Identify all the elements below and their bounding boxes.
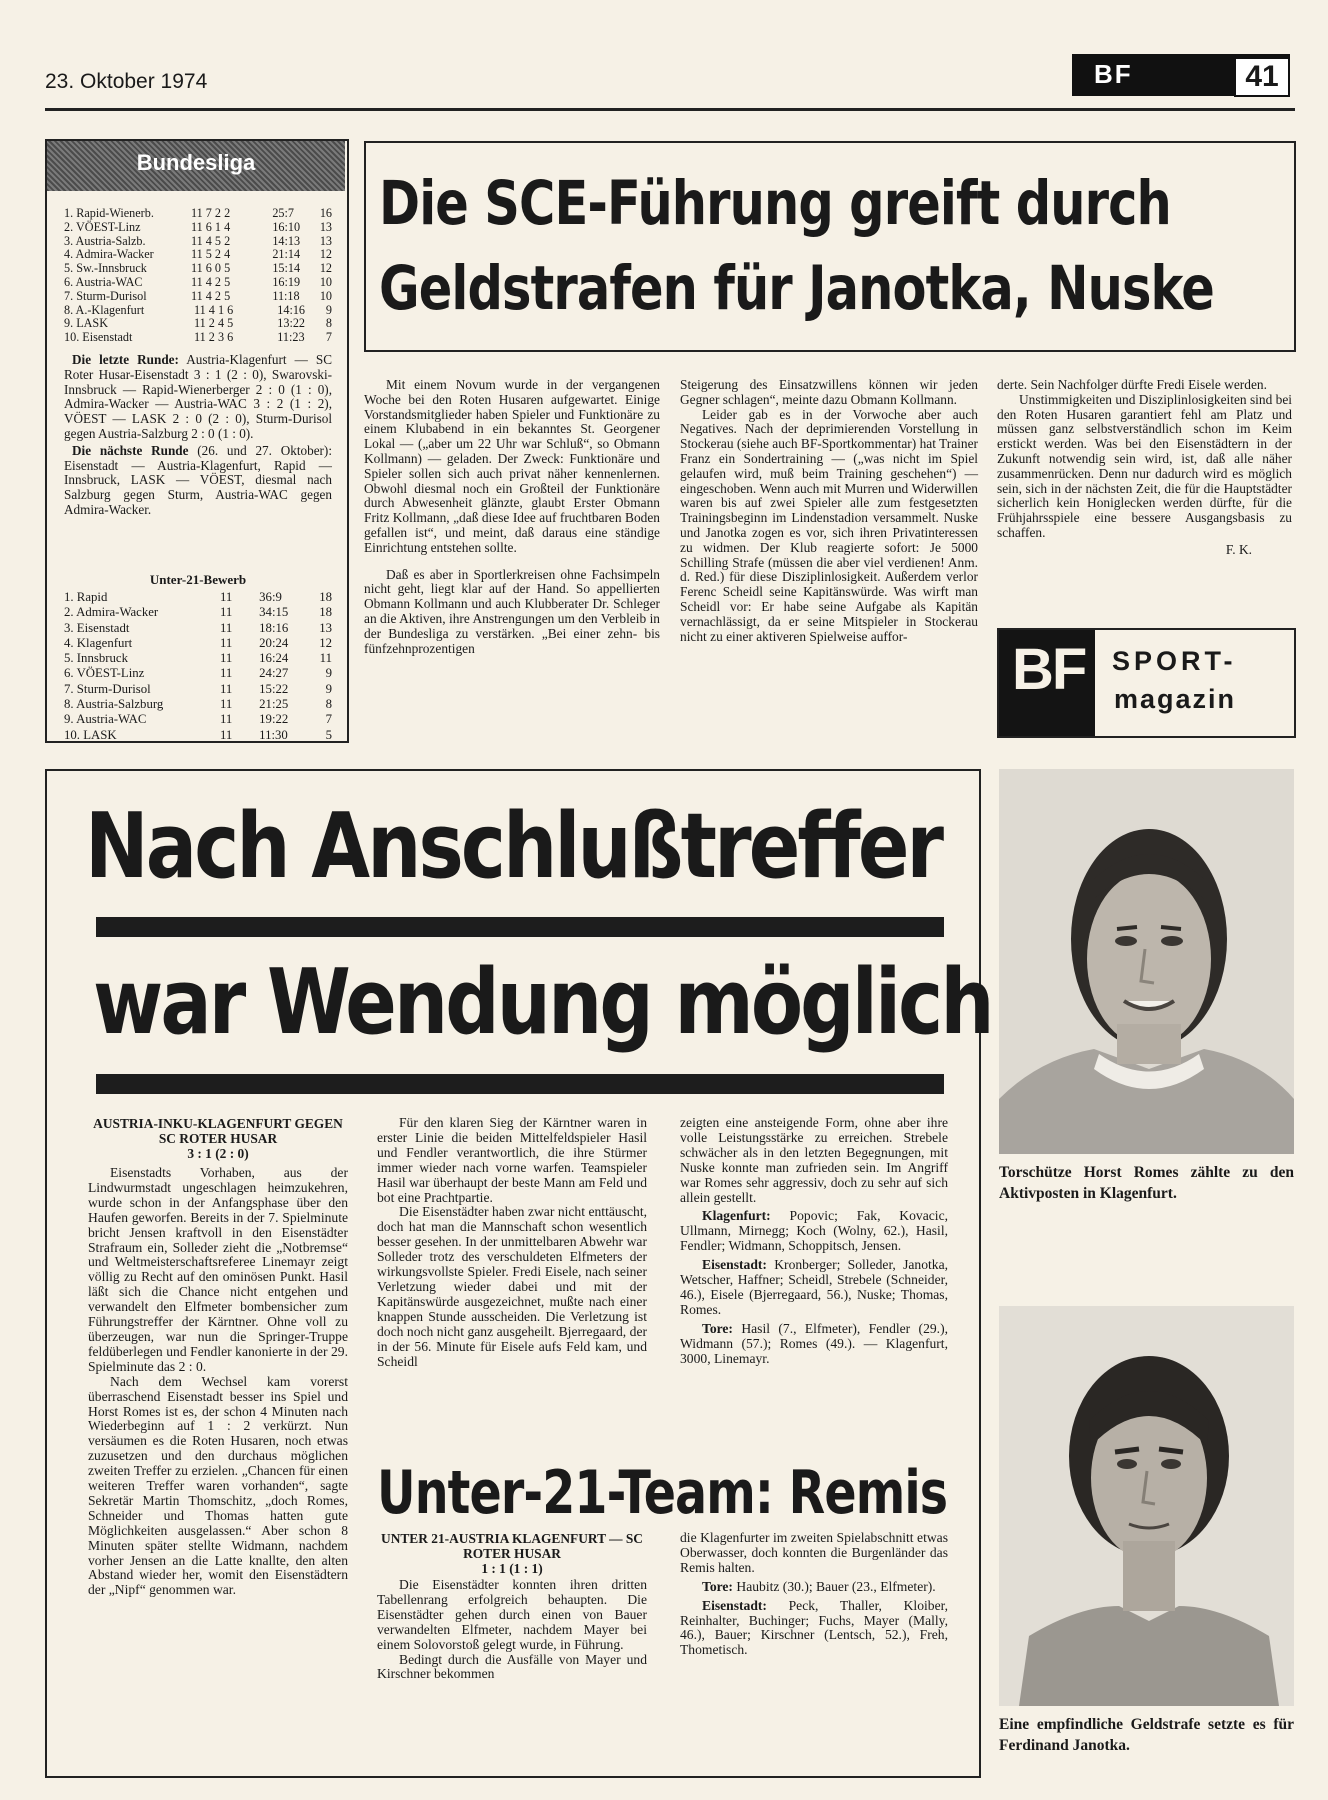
headline-match-line1: Nach Anschlußtreffer xyxy=(85,794,942,899)
lineup-eisenstadt xyxy=(680,1599,948,1659)
table-cell: 11:23 xyxy=(277,330,305,345)
article-paragraph: Unstimmigkeiten und Disziplinlosigkeiten sind bei den Roten Husaren garantiert fehl am Platz und müssen ganz selbstverständlich schon im Keim erstickt werden. Was bei den Eisenstädtern in der Zukunft notwendig sein wird, ist, daß alle näher zusammenrücken. Denn nur dadurch wird es möglich sein, sich in der nächsten Zeit, die für die Hauptstädter sicherlich kein Honiglecken werden dürfte, für die Frühjahrsspiele eine bessere Ausgangsbasis zu schaffen. xyxy=(997,391,1292,540)
table-cell: 34:15 xyxy=(259,605,289,620)
lineup-text: Peck, Thaller, Kloiber, Reinhalter, Buchinger; Fuchs, Mayer (Mally, 46.), Bauer; Kirschner (Lentsch, 52.), Freh, Thometisch. xyxy=(680,1597,948,1658)
table-cell: 9 xyxy=(325,302,332,317)
lineup-label: Eisenstadt: xyxy=(702,1597,767,1613)
headline-divider-bar xyxy=(96,1074,944,1094)
u21-report-column-2 xyxy=(680,1531,948,1658)
portrait-image xyxy=(999,769,1294,1154)
photo-caption-janotka: Eine empfindliche Geldstrafe setzte es für Ferdinand Janotka. xyxy=(999,1716,1294,1754)
table-cell: 6. Austria-WAC xyxy=(64,274,143,289)
table-row xyxy=(64,235,332,249)
goals-line xyxy=(680,1322,948,1367)
table-cell: 6. VÖEST-Linz xyxy=(64,666,145,681)
photo-caption-romes: Torschütze Horst Romes zählte zu den Aktivposten in Klagenfurt. xyxy=(999,1164,1294,1202)
table-cell: 21:14 xyxy=(272,247,301,262)
issue-date: 23. Oktober 1974 xyxy=(45,70,208,93)
table-row xyxy=(64,317,332,331)
table-cell: 14:13 xyxy=(272,233,301,248)
table-cell: 16:19 xyxy=(272,274,301,289)
headline-sce-line2: Geldstrafen für Janotka, Nuske xyxy=(379,253,1214,324)
table-cell: 11 xyxy=(219,727,233,742)
article-paragraph: Bedingt durch die Ausfälle von Mayer und Kirschner bekommen xyxy=(377,1651,647,1682)
match-report-column-3 xyxy=(680,1116,948,1367)
goals-label: Tore: xyxy=(702,1578,733,1594)
table-cell: 10 xyxy=(319,288,333,303)
table-cell: 4. Admira-Wacker xyxy=(64,247,154,262)
headline-match-line2: war Wendung möglich xyxy=(93,950,992,1055)
lineup-text: Popovic; Fak, Kovacic, Ullmann, Mirnegg; Koch (Wolny, 62.), Hasil, Fendler; Widmann, Schoppitsch, Jensen. xyxy=(680,1208,948,1254)
sportmagazin-title-line1: SPORT- xyxy=(1112,646,1237,676)
article-paragraph: Die Eisenstädter haben zwar nicht enttäuscht, doch hat man die Mannschaft schon wesentlich besser gesehen. In der unmittelbaren Abwehr war Solleder trotz des verschuldeten Elfmeters der wirkungsvollste Spieler. Fredi Eisele, nach seiner Verletzung wieder dabei und mit der Kapitänswürde ausgezeichnet, mußte nach einer knappen Stunde ausscheiden. Die Verletzung ist doch noch nicht ganz ausgeheilt. Bjerregaard, der in der 56. Minute für Eisele aufs Feld kam, und Scheidl xyxy=(377,1204,647,1369)
sportmagazin-title-line2: magazin xyxy=(1114,684,1237,714)
table-row xyxy=(64,636,332,651)
table-cell: 16 xyxy=(319,206,333,220)
table-cell: 11 xyxy=(219,605,233,620)
table-cell: 11 xyxy=(219,712,233,727)
table-cell: 12 xyxy=(319,635,332,650)
table-cell: 21:25 xyxy=(259,697,289,712)
table-cell: 8. Austria-Salzburg xyxy=(64,697,164,712)
table-cell: 10. LASK xyxy=(64,727,117,742)
table-cell: 7. Sturm-Durisol xyxy=(64,681,151,696)
next-round-text: (26. und 27. Oktober): Eisenstadt — Austria-Klagenfurt, Rapid — Innsbruck, LASK — VÖEST, diesmal nach Salzburg gegen Sturm, Austria-WAC gegen Admira-Wacker. xyxy=(64,442,332,517)
table-row xyxy=(64,697,332,712)
table-row xyxy=(64,276,332,290)
table-cell: 11 4 2 5 xyxy=(191,274,231,289)
article-paragraph: Leider gab es in der Vorwoche aber auch Negatives. Nach der deprimierenden Vorstellung in Stockerau (siehe auch BF-Sportkommentar) hat Trainer Franz ein Sondertraining — („was nicht im Spiel gelaufen wird, muß beim Training geschehen“) — eingeschoben. Wenn auch mit Murren und Widerwillen waren bis auf zwei Spieler alle zum festgesetzten Trainingsbeginn im Lindenstadion versammelt. Nuske und Janotka zogen es vor, sich ihren Privatinteressen zu widmen. Der Klub reagierte sofort: Je 5000 Schilling Strafe (müssen die aber viel verdienen! Anm. d. Red.) für diese Disziplinlosigkeit. Außerdem verlor Ferenc Scheidl seine Kapitänswürde. Was wirft man Scheidl vor: Er habe seine Aufgabe als Kapitän vernachlässigt, da er seine Mitspieler in Stockerau nicht zu einer aktiveren Spielweise auffor- xyxy=(680,406,978,644)
headline-divider-bar xyxy=(96,917,944,937)
table-cell: 8 xyxy=(325,316,332,331)
table-cell: 5. Sw.-Innsbruck xyxy=(64,261,147,276)
table-cell: 11 6 1 4 xyxy=(191,219,231,234)
table-cell: 18 xyxy=(319,590,332,604)
table-cell: 11 xyxy=(219,635,233,650)
table-row xyxy=(64,712,332,727)
league-table-title: Bundesliga xyxy=(136,150,256,175)
table-cell: 13 xyxy=(319,219,333,234)
headline-u21: Unter-21-Team: Remis xyxy=(377,1458,948,1528)
article-sce-column-1 xyxy=(364,378,660,656)
table-cell: 36:9 xyxy=(259,590,282,604)
table-cell: 4. Klagenfurt xyxy=(64,635,133,650)
article-paragraph: Mit einem Novum wurde in der vergangenen Woche bei den Roten Husaren aufgewartet. Einige Vorstandsmitglieder haben Spieler und Funktionäre zu einem Klubabend in ein bekanntes St. Georgener Lokal — („aber um 22 Uhr war Schluß“, so Obmann Kollmann) — geladen. Der Zweck: Funktionäre und Spieler sollen sich auch privat näher kennenlernen. Obwohl diesmal noch ein Großteil der Funktionäre durch Abwesenheit glänzte, glaubt Erster Obmann Fritz Kollmann, „daß diese Idee auf fruchtbaren Boden gefallen ist“, und meint, daß daraus eine ständige Einrichtung entstehen sollte. xyxy=(364,377,660,555)
article-paragraph: derte. Sein Nachfolger dürfte Fredi Eisele werden. xyxy=(997,377,1267,392)
article-sce-column-2 xyxy=(680,378,978,644)
u21-standings-table xyxy=(64,590,332,743)
u21-table-title: Unter-21-Bewerb xyxy=(149,572,247,587)
table-cell: 5 xyxy=(325,727,332,742)
article-paragraph: Daß es aber in Sportlerkreisen ohne Fachsimpeln nicht geht, liegt klar auf der Hand. So appellierten Obmann Kollmann und auch Klubberater Dr. Schleger an die Aktiven, ihre Anstrengungen um den Verbleib in der Bundesliga zu verstärken. „Bei einer zehn- bis fünfzehnprozentigen xyxy=(364,566,660,656)
table-cell: 11 xyxy=(219,681,233,696)
lineup-label: Klagenfurt: xyxy=(702,1208,771,1224)
table-cell: 9 xyxy=(325,681,332,696)
table-cell: 18:16 xyxy=(259,620,289,635)
table-cell: 7 xyxy=(325,330,332,345)
table-cell: 13 xyxy=(319,620,332,635)
table-cell: 7. Sturm-Durisol xyxy=(64,288,147,303)
table-cell: 9. LASK xyxy=(64,316,109,331)
table-cell: 2. Admira-Wacker xyxy=(64,605,159,620)
lineup-label: Eisenstadt: xyxy=(702,1257,767,1273)
table-row xyxy=(64,682,332,697)
table-cell: 18 xyxy=(319,605,332,620)
article-paragraph: die Klagenfurter im zweiten Spielabschnitt etwas Oberwasser, doch konnten die Burgenländer das Remis halten. xyxy=(680,1530,948,1575)
table-cell: 9 xyxy=(325,666,332,681)
match-title: AUSTRIA-INKU-KLAGENFURT GEGEN SC ROTER HUSAR xyxy=(93,1116,343,1146)
lineup-eisenstadt xyxy=(680,1258,948,1318)
next-round-label: Die nächste Runde xyxy=(72,442,189,458)
table-cell: 11 4 2 5 xyxy=(191,288,231,303)
table-cell: 7 xyxy=(325,712,332,727)
photo-ferdinand-janotka xyxy=(999,1306,1294,1706)
table-row xyxy=(64,590,332,605)
table-row xyxy=(64,248,332,262)
table-cell: 14:16 xyxy=(277,302,306,317)
table-cell: 1. Rapid xyxy=(64,590,108,604)
masthead-logo: BF xyxy=(1094,59,1133,89)
lineup-klagenfurt xyxy=(680,1209,948,1254)
table-cell: 10 xyxy=(319,274,333,289)
table-cell: 11 4 1 6 xyxy=(194,302,234,317)
match-score: 3 : 1 (2 : 0) xyxy=(187,1146,249,1161)
u21-match-score: 1 : 1 (1 : 1) xyxy=(481,1561,543,1576)
table-cell: 3. Austria-Salzb. xyxy=(64,233,146,248)
table-cell: 2. VÖEST-Linz xyxy=(64,219,141,234)
table-cell: 11 2 3 6 xyxy=(194,330,234,345)
headline-sce-line1: Die SCE-Führung greift durch xyxy=(379,168,1171,239)
table-cell: 11:30 xyxy=(259,727,288,742)
table-cell: 11 xyxy=(319,651,332,666)
table-cell: 5. Innsbruck xyxy=(64,651,128,666)
article-paragraph: Für den klaren Sieg der Kärntner waren in erster Linie die beiden Mittelfeldspieler Hasil und Fendler verantwortlich, die ihre Stürmer immer wieder nach vorne warfen. Teamspieler Hasil war überhaupt der beste Mann am Feld und bot eine Prachtpartie. xyxy=(377,1115,647,1205)
table-row xyxy=(64,331,332,345)
match-report-column-2 xyxy=(377,1116,647,1369)
table-row xyxy=(64,651,332,666)
table-row xyxy=(64,290,332,304)
table-cell: 19:22 xyxy=(259,712,289,727)
lineup-text: Kronberger; Solleder, Janotka, Wetscher, Haffner; Scheidl, Strebele (Schneider, 46.), Eisele (Bjerregaard, 56.), Nuske; Thomas, Romes. xyxy=(680,1257,949,1317)
table-cell: 11 xyxy=(219,666,233,681)
article-paragraph: zeigten eine ansteigende Form, ohne aber ihre volle Leistungsstärke zu erreichen. Strebele schwächer als in den letzten Begegnungen, mit Nuske konnte man zufrieden sein. Im Angriff war Romes sehr aggressiv, doch zu sehr auf sich allein gestellt. xyxy=(680,1115,948,1205)
last-round-text: Austria-Klagenfurt — SC Roter Husar-Eisenstadt 3 : 1 (2 : 0), Swarovski-Innsbruck — Rapid-Wienerberger 2 : 0 (1 : 0), Admira-Wacker — Austria-WAC 3 : 2 (1 : 2), VÖEST — LASK 2 : 0 (2 : 0), Sturm-Durisol gegen Austria-Salzburg 2 : 0 (1 : 0). xyxy=(64,352,332,441)
header-rule xyxy=(45,108,1295,111)
article-paragraph: Steigerung des Einsatzwillens können wir jeden Gegner schlagen“, meinte dazu Obmann Kollmann. xyxy=(680,377,978,407)
article-paragraph: Nach dem Wechsel kam vorerst überraschend Eisenstadt besser ins Spiel und Horst Romes ist es, der schon 4 Minuten nach Wiederbeginn auf 1 : 2 verkürzt. Nun versäumen es die Roten Husaren, noch etwas zuzusetzen und den durchaus möglichen zweiten Treffer zu erzielen. „Chancen für einen weiteren Treffer waren vorhanden“, sagte Sekretär Martin Thomschitz, „doch Romes, Schneider und Thomas hatten gute Möglichkeiten ausgelassen.“ Aber schon 8 Minuten später stellte Widmann, nachdem vorher Jensen an die Latte knallte, den alten Abstand wieder her, womit den Eisenstädtern der „Nipf“ genommen war. xyxy=(88,1373,348,1598)
table-cell: 11 6 0 5 xyxy=(191,261,231,276)
match-report-column-1 xyxy=(88,1166,348,1598)
goals-text: Haubitz (30.); Bauer (23., Elfmeter). xyxy=(736,1578,936,1594)
table-cell: 20:24 xyxy=(259,635,289,650)
table-cell: 11 7 2 2 xyxy=(191,206,231,220)
portrait-image xyxy=(999,1306,1294,1706)
table-cell: 13 xyxy=(319,233,333,248)
last-round-label: Die letzte Runde: xyxy=(72,352,179,367)
table-cell: 25:7 xyxy=(272,206,294,220)
photo-horst-romes xyxy=(999,769,1294,1154)
table-cell: 11 xyxy=(219,651,233,666)
last-round-paragraph xyxy=(64,353,332,442)
table-cell: 12 xyxy=(319,261,333,276)
u21-report-column-1 xyxy=(377,1578,647,1682)
table-row xyxy=(64,621,332,636)
table-row xyxy=(64,262,332,276)
table-cell: 1. Rapid-Wienerb. xyxy=(64,206,154,220)
table-row xyxy=(64,605,332,620)
goals-text: Hasil (7., Elfmeter), Fendler (29.), Widmann (57.); Romes (49.). — Klagenfurt, 3000, Linemayr. xyxy=(680,1320,948,1366)
table-cell: 8 xyxy=(325,697,332,712)
article-sce-column-3 xyxy=(997,378,1292,558)
table-cell: 15:14 xyxy=(272,261,301,276)
article-author: F. K. xyxy=(1225,541,1252,557)
table-cell: 16:10 xyxy=(272,219,301,234)
u21-match-title: UNTER 21-AUSTRIA KLAGENFURT — SC ROTER HUSAR xyxy=(381,1531,643,1561)
article-paragraph: Die Eisenstädter konnten ihren dritten Tabellenrang erfolgreich behaupten. Die Eisenstädter gehen durch einen von Bauer verwandelten Elfmeter, nachdem Mayer bei einem Solovorstoß gelegt wurde, in Führung. xyxy=(377,1577,647,1652)
table-cell: 11 xyxy=(219,697,233,712)
goals-label: Tore: xyxy=(702,1320,733,1336)
table-row xyxy=(64,666,332,681)
sportmagazin-logo: BF xyxy=(1012,637,1086,702)
table-cell: 11 5 2 4 xyxy=(191,247,231,262)
u21-match-subheading xyxy=(377,1531,647,1576)
page-number: 41 xyxy=(1234,57,1290,97)
last-round-block xyxy=(64,353,332,518)
table-cell: 24:27 xyxy=(259,666,289,681)
table-row xyxy=(64,207,332,221)
table-cell: 15:22 xyxy=(259,681,289,696)
table-cell: 9. Austria-WAC xyxy=(64,712,147,727)
goals-line xyxy=(680,1580,948,1595)
next-round-paragraph xyxy=(64,444,332,518)
table-cell: 11 4 5 2 xyxy=(191,233,231,248)
table-cell: 3. Eisenstadt xyxy=(64,620,130,635)
table-cell: 11 xyxy=(219,620,233,635)
table-cell: 12 xyxy=(319,247,333,262)
table-cell: 16:24 xyxy=(259,651,289,666)
table-cell: 10. Eisenstadt xyxy=(64,330,133,345)
table-row xyxy=(64,728,332,743)
table-row xyxy=(64,221,332,235)
table-cell: 8. A.-Klagenfurt xyxy=(64,302,145,317)
table-cell: 11 2 4 5 xyxy=(194,316,234,331)
table-cell: 13:22 xyxy=(277,316,306,331)
table-cell: 11:18 xyxy=(272,288,300,303)
standings-table xyxy=(64,207,332,345)
table-cell: 11 xyxy=(219,590,233,604)
table-row xyxy=(64,304,332,318)
match-subheading xyxy=(88,1116,348,1161)
article-paragraph: Eisenstadts Vorhaben, aus der Lindwurmstadt ungeschlagen heimzukehren, wurde schon in der Anfangsphase über den Haufen geworfen. Bereits in der 7. Spielminute bricht Jensen kraftvoll in den Eisenstädter Strafraum ein, Solleder zieht die „Notbremse“ und Weltmeisterschaftsreferee Linemayr zeigt völlig zu Recht auf den ominösen Punkt. Hasil läßt sich die Chance nicht entgehen und verwandelt den Elfmeter bombensicher zum Führungstreffer der Kärntner. Ohne voll zu überzeugen, war nun die Springer-Truppe feldüberlegen und Fendler kanonierte in der 29. Spielminute das 2 : 0. xyxy=(88,1165,348,1374)
